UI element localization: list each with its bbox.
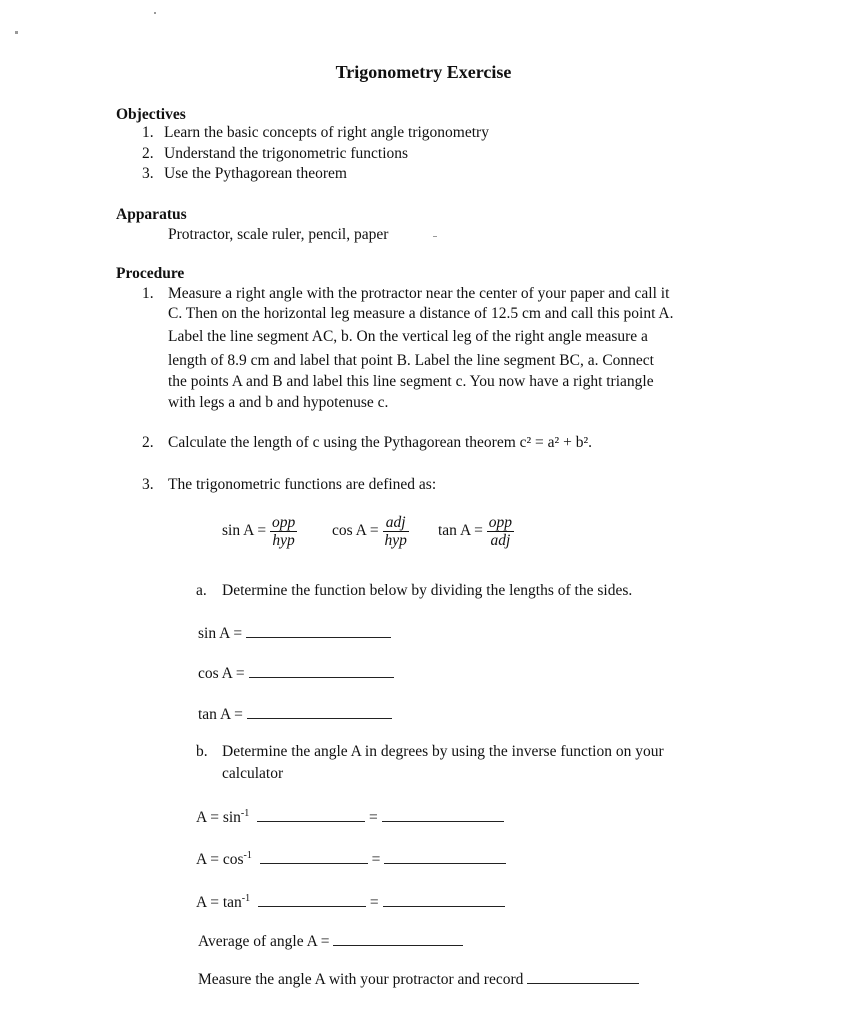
sin-fraction: $\frac{\text{opp}}{\text{hyp}}$ xyxy=(271,514,296,550)
average-blank[interactable] xyxy=(333,945,463,946)
apparatus-text: Protractor, scale ruler, pencil, paper xyxy=(168,226,389,243)
step-1-line-3: Label the line segment AC, b. On the vertical leg of the right angle measure a xyxy=(168,328,648,345)
average-row: Average of angle A = xyxy=(198,933,463,951)
scan-speck xyxy=(15,31,18,34)
objectives-heading: Objectives xyxy=(116,106,186,123)
arcsin-result-blank[interactable] xyxy=(382,821,504,822)
step-1-line-5: the points A and B and label this line segment c. You now have a right triangle xyxy=(168,373,654,390)
sin-answer-blank[interactable] xyxy=(246,637,391,638)
apparatus-heading: Apparatus xyxy=(116,206,187,223)
cos-fraction: $\frac{\text{adj}}{\text{hyp}}$ xyxy=(384,514,407,550)
cos-answer-row: cos A = xyxy=(198,665,394,683)
step-1-line-4: length of 8.9 cm and label that point B. Label the line segment BC, a. Connect xyxy=(168,352,654,369)
objective-item-1: 1. Learn the basic concepts of right angle trigonometry xyxy=(142,124,489,141)
part-a-label: a. xyxy=(196,582,207,599)
step-3-number: 3. xyxy=(142,476,154,493)
measure-row: Measure the angle A with your protractor and record xyxy=(198,971,639,989)
arccos-row: $A = \cos^{-1}$ = xyxy=(196,850,506,869)
tan-fraction: $\frac{\text{opp}}{\text{adj}}$ xyxy=(488,514,513,550)
objective-item-2: 2. Understand the trigonometric functions xyxy=(142,145,409,162)
scan-speck xyxy=(433,236,437,237)
arcsin-row: $A = \sin^{-1}$ = xyxy=(196,808,504,827)
arccos-expression-blank[interactable] xyxy=(260,863,368,864)
arctan-expression-blank[interactable] xyxy=(258,906,366,907)
step-3-text: The trigonometric functions are defined as: xyxy=(168,476,437,493)
scan-speck xyxy=(154,12,156,14)
tan-answer-blank[interactable] xyxy=(247,718,392,719)
tan-answer-row: tan A = xyxy=(198,706,392,724)
objective-item-3: 3. Use the Pythagorean theorem xyxy=(142,165,347,182)
arctan-result-blank[interactable] xyxy=(383,906,505,907)
step-1-line-6: with legs a and b and hypotenuse c. xyxy=(168,394,389,411)
part-a-text: Determine the function below by dividing the lengths of the sides. xyxy=(222,582,633,599)
sin-formula: sin A = $\frac{\text{opp}}{\text{hyp}}$ xyxy=(222,514,296,550)
part-b-text-1: Determine the angle A in degrees by using the inverse function on your xyxy=(222,743,664,760)
part-b-text-2: calculator xyxy=(222,765,284,782)
procedure-heading: Procedure xyxy=(116,265,185,282)
cos-formula: cos A = $\frac{\text{adj}}{\text{hyp}}$ xyxy=(332,514,407,550)
tan-formula: tan A = $\frac{\text{opp}}{\text{adj}}$ xyxy=(438,514,513,550)
measure-blank[interactable] xyxy=(527,983,639,984)
step-1-line-1: Measure a right angle with the protractor near the center of your paper and call it xyxy=(168,285,670,302)
step-2-number: 2. xyxy=(142,434,154,451)
sin-answer-row: sin A = xyxy=(198,625,391,643)
arctan-row: $A = \tan^{-1}$ = xyxy=(196,893,505,912)
step-1-number: 1. xyxy=(142,285,154,302)
step-1-line-2: C. Then on the horizontal leg measure a distance of 12.5 cm and call this point A. xyxy=(168,305,674,322)
arccos-result-blank[interactable] xyxy=(384,863,506,864)
step-2-text: Calculate the length of c using the Pythagorean theorem c² = a² + b². xyxy=(168,434,592,451)
cos-answer-blank[interactable] xyxy=(249,677,394,678)
part-b-label: b. xyxy=(196,743,208,760)
page-title: Trigonometry Exercise xyxy=(335,62,512,82)
arcsin-expression-blank[interactable] xyxy=(257,821,365,822)
